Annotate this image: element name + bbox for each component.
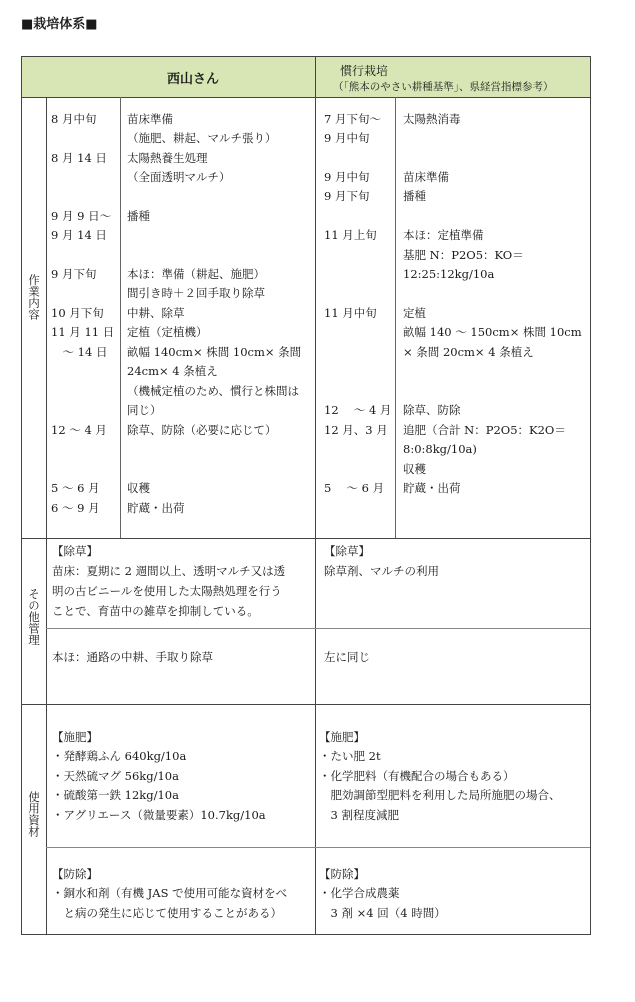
- work-date: 11 月 11 日: [51, 325, 115, 339]
- material-line: 肥効調節型肥料を利用した局所施肥の場合、: [319, 788, 561, 802]
- work-task: × 条間 20cm× 4 条植え: [403, 345, 534, 359]
- work-task: 収穫: [127, 481, 150, 495]
- work-date: 12 ～ 4 月: [324, 403, 392, 417]
- other-line: 左に同じ: [324, 650, 370, 664]
- other-line: 苗床：夏期に 2 週間以上、透明マルチ又は透: [52, 564, 286, 578]
- row-label-other: その他管理: [27, 588, 41, 646]
- work-date: 7 月下旬～: [324, 112, 381, 126]
- divider: [22, 704, 590, 705]
- material-line: ・化学肥料（有機配合の場合もある）: [319, 769, 515, 783]
- divider: [46, 628, 590, 629]
- material-line: 【施肥】: [52, 730, 98, 744]
- material-line: 【施肥】: [319, 730, 365, 744]
- work-date: 9 月中旬: [324, 131, 370, 145]
- table-header: [22, 57, 590, 98]
- work-task: 貯蔵・出荷: [403, 481, 461, 495]
- work-date: 8 月中旬: [51, 112, 97, 126]
- work-date: 5 ～ 6 月: [51, 481, 100, 495]
- work-date: 9 月下旬: [51, 267, 97, 281]
- material-line: ・硫酸第一鉄 12kg/10a: [52, 788, 179, 802]
- work-date: 12 ～ 4 月: [51, 423, 107, 437]
- work-date: 9 月中旬: [324, 170, 370, 184]
- work-task: 基肥 N：P2O5：KO＝: [403, 248, 524, 262]
- work-task: 追肥（合計 N：P2O5：K2O＝: [403, 423, 566, 437]
- work-task: 同じ）: [127, 403, 162, 417]
- material-line: 【防除】: [52, 867, 98, 881]
- header-nishiyama: 西山さん: [167, 72, 220, 87]
- material-line: ・発酵鶏ふん 640kg/10a: [52, 749, 187, 763]
- work-task: 間引き時＋２回手取り除草: [127, 286, 265, 300]
- work-task: 除草、防除: [403, 403, 461, 417]
- work-date: 11 月中旬: [324, 306, 377, 320]
- work-task: 苗床準備: [403, 170, 449, 184]
- section-heading: ■栽培体系■: [21, 17, 98, 32]
- other-line: 【除草】: [324, 544, 370, 558]
- material-line: ・天然硫マグ 56kg/10a: [52, 769, 179, 783]
- work-task: 定植: [403, 306, 426, 320]
- work-date: 9 月 14 日: [51, 228, 107, 242]
- header-conventional: 慣行栽培: [340, 64, 389, 78]
- work-task: 太陽熱消毒: [403, 112, 461, 126]
- work-date: ～ 14 日: [51, 345, 108, 359]
- work-task: （施肥、耕起、マルチ張り）: [127, 131, 277, 145]
- work-date: 8 月 14 日: [51, 151, 107, 165]
- header-conventional-source: （「熊本のやさい耕種基準」、県経営指標参考）: [333, 81, 554, 93]
- work-task: 苗床準備: [127, 112, 173, 126]
- work-task: 除草、防除（必要に応じて）: [127, 423, 277, 437]
- divider: [120, 97, 121, 538]
- work-task: 12:25:12kg/10a: [403, 267, 495, 281]
- work-task: 24cm× 4 条植え: [127, 364, 218, 378]
- material-line: ・銅水和剤（有機 JAS で使用可能な資材をべ: [52, 886, 288, 900]
- divider: [46, 97, 47, 934]
- work-task: 8:0:8kg/10a): [403, 442, 477, 456]
- work-task: 畝幅 140cm× 株間 10cm× 条間: [127, 345, 302, 359]
- work-date: 12 月、3 月: [324, 423, 388, 437]
- material-line: 3 割程度減肥: [319, 808, 399, 822]
- material-line: ・たい肥 2t: [319, 749, 381, 763]
- work-task: （機械定植のため、慣行と株間は: [127, 384, 300, 398]
- divider: [395, 97, 396, 538]
- work-task: 収穫: [403, 462, 426, 476]
- work-task: 本ほ：準備（耕起、施肥）: [127, 267, 265, 281]
- work-task: 貯蔵・出荷: [127, 501, 185, 515]
- material-line: ・化学合成農薬: [319, 886, 400, 900]
- work-date: 9 月 9 日～: [51, 209, 112, 223]
- divider: [46, 847, 590, 848]
- work-task: 定植（定植機）: [127, 325, 208, 339]
- other-line: 明の古ビニールを使用した太陽熱処理を行う: [52, 584, 282, 598]
- work-task: 播種: [127, 209, 150, 223]
- divider: [315, 57, 316, 934]
- other-line: 除草剤、マルチの利用: [324, 564, 439, 578]
- other-line: 【除草】: [52, 544, 98, 558]
- work-date: 11 月上旬: [324, 228, 377, 242]
- work-date: 6 ～ 9 月: [51, 501, 100, 515]
- divider: [22, 538, 590, 539]
- work-task: （全面透明マルチ）: [127, 170, 231, 184]
- other-line: 本ほ：通路の中耕、手取り除草: [52, 650, 213, 664]
- row-label-materials: 使用資材: [27, 791, 41, 837]
- work-task: 播種: [403, 189, 426, 203]
- material-line: と病の発生に応じて使用することがある）: [52, 906, 282, 920]
- material-line: ・アグリエース（微量要素）10.7kg/10a: [52, 808, 266, 822]
- work-date: 10 月下旬: [51, 306, 104, 320]
- work-task: 中耕、除草: [127, 306, 185, 320]
- work-task: 太陽熱養生処理: [127, 151, 208, 165]
- work-task: 畝幅 140 ～ 150cm× 株間 10cm: [403, 325, 582, 339]
- other-line: ことで、育苗中の雑草を抑制している。: [52, 604, 259, 618]
- work-task: 本ほ：定植準備: [403, 228, 484, 242]
- material-line: 【防除】: [319, 867, 365, 881]
- material-line: 3 剤 ×4 回（4 時間）: [319, 906, 446, 920]
- work-date: 5 ～ 6 月: [324, 481, 385, 495]
- work-date: 9 月下旬: [324, 189, 370, 203]
- row-label-work: 作業内容: [27, 274, 41, 320]
- cultivation-table: [21, 56, 591, 935]
